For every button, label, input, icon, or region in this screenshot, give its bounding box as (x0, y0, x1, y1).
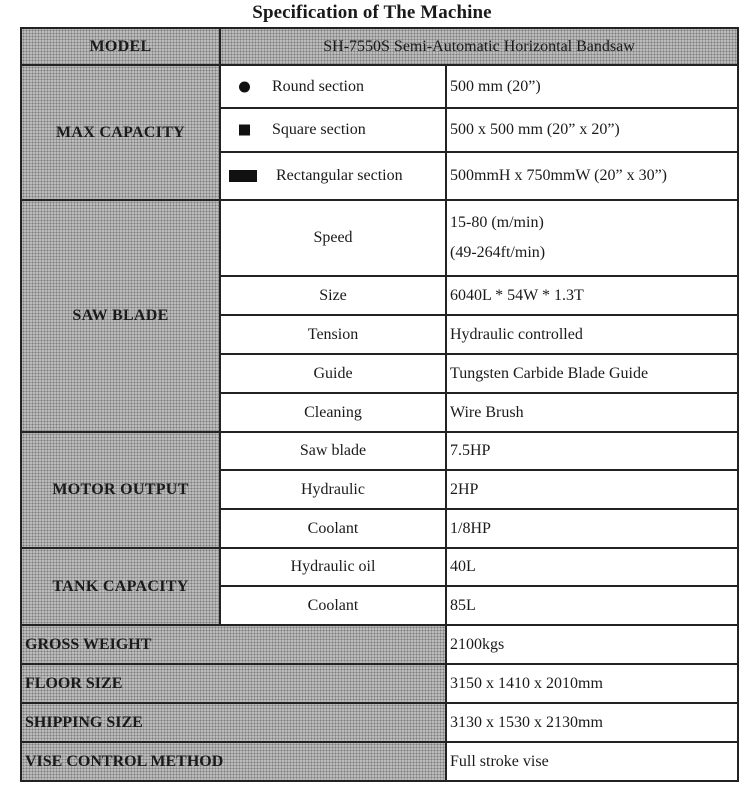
tension-value: Hydraulic controlled (446, 315, 738, 354)
cleaning-value: Wire Brush (446, 393, 738, 432)
size-value: 6040L * 54W * 1.3T (446, 276, 738, 315)
tank-hydraulic-oil-row (21, 548, 738, 586)
tank-capacity-label: TANK CAPACITY (21, 548, 220, 625)
vise-control-value: Full stroke vise (446, 742, 738, 781)
rectangular-section-cell (220, 152, 446, 200)
guide-label: Guide (220, 354, 446, 393)
round-section-row (21, 65, 738, 108)
gross-weight-label: GROSS WEIGHT (21, 625, 446, 664)
cleaning-label: Cleaning (220, 393, 446, 432)
model-row (21, 28, 738, 65)
round-section-label: Round section (272, 77, 364, 95)
speed-row (21, 200, 738, 276)
rectangle-icon (229, 170, 257, 182)
spec-table (20, 27, 739, 782)
vise-control-row (21, 742, 738, 781)
round-section-cell (220, 65, 446, 108)
circle-icon (239, 81, 250, 92)
square-section-value: 500 x 500 mm (20” x 20”) (446, 108, 738, 152)
page-title: Specification of The Machine (252, 2, 492, 23)
floor-size-row (21, 664, 738, 703)
saw-blade-label: SAW BLADE (21, 200, 220, 432)
motor-saw-blade-value: 7.5HP (446, 432, 738, 470)
gross-weight-row (21, 625, 738, 664)
speed-value (446, 200, 738, 276)
tension-label: Tension (220, 315, 446, 354)
motor-coolant-value: 1/8HP (446, 509, 738, 548)
round-section-value: 500 mm (20”) (446, 65, 738, 108)
speed-value-metric: 15-80 (m/min) (450, 214, 544, 231)
motor-coolant-label: Coolant (220, 509, 446, 548)
vise-control-label: VISE CONTROL METHOD (21, 742, 446, 781)
tank-hydraulic-oil-label: Hydraulic oil (220, 548, 446, 586)
motor-output-label: MOTOR OUTPUT (21, 432, 220, 548)
floor-size-value: 3150 x 1410 x 2010mm (446, 664, 738, 703)
model-value: SH-7550S Semi-Automatic Horizontal Bandsaw (220, 28, 738, 65)
shipping-size-label: SHIPPING SIZE (21, 703, 446, 742)
floor-size-label: FLOOR SIZE (21, 664, 446, 703)
size-label: Size (220, 276, 446, 315)
rectangular-section-value: 500mmH x 750mmW (20” x 30”) (446, 152, 738, 200)
motor-saw-blade-row (21, 432, 738, 470)
tank-coolant-label: Coolant (220, 586, 446, 625)
motor-hydraulic-label: Hydraulic (220, 470, 446, 509)
speed-label: Speed (220, 200, 446, 276)
square-section-label: Square section (272, 121, 366, 138)
gross-weight-value: 2100kgs (446, 625, 738, 664)
motor-saw-blade-label: Saw blade (220, 432, 446, 470)
rectangular-section-label: Rectangular section (276, 167, 403, 184)
motor-hydraulic-value: 2HP (446, 470, 738, 509)
speed-value-imperial: (49-264ft/min) (450, 244, 546, 261)
model-label: MODEL (21, 28, 220, 65)
max-capacity-label: MAX CAPACITY (21, 65, 220, 200)
shipping-size-row (21, 703, 738, 742)
square-section-cell (220, 108, 446, 152)
tank-coolant-value: 85L (446, 586, 738, 625)
square-icon (239, 125, 250, 136)
guide-value: Tungsten Carbide Blade Guide (446, 354, 738, 393)
tank-hydraulic-oil-value: 40L (446, 548, 738, 586)
shipping-size-value: 3130 x 1530 x 2130mm (446, 703, 738, 742)
